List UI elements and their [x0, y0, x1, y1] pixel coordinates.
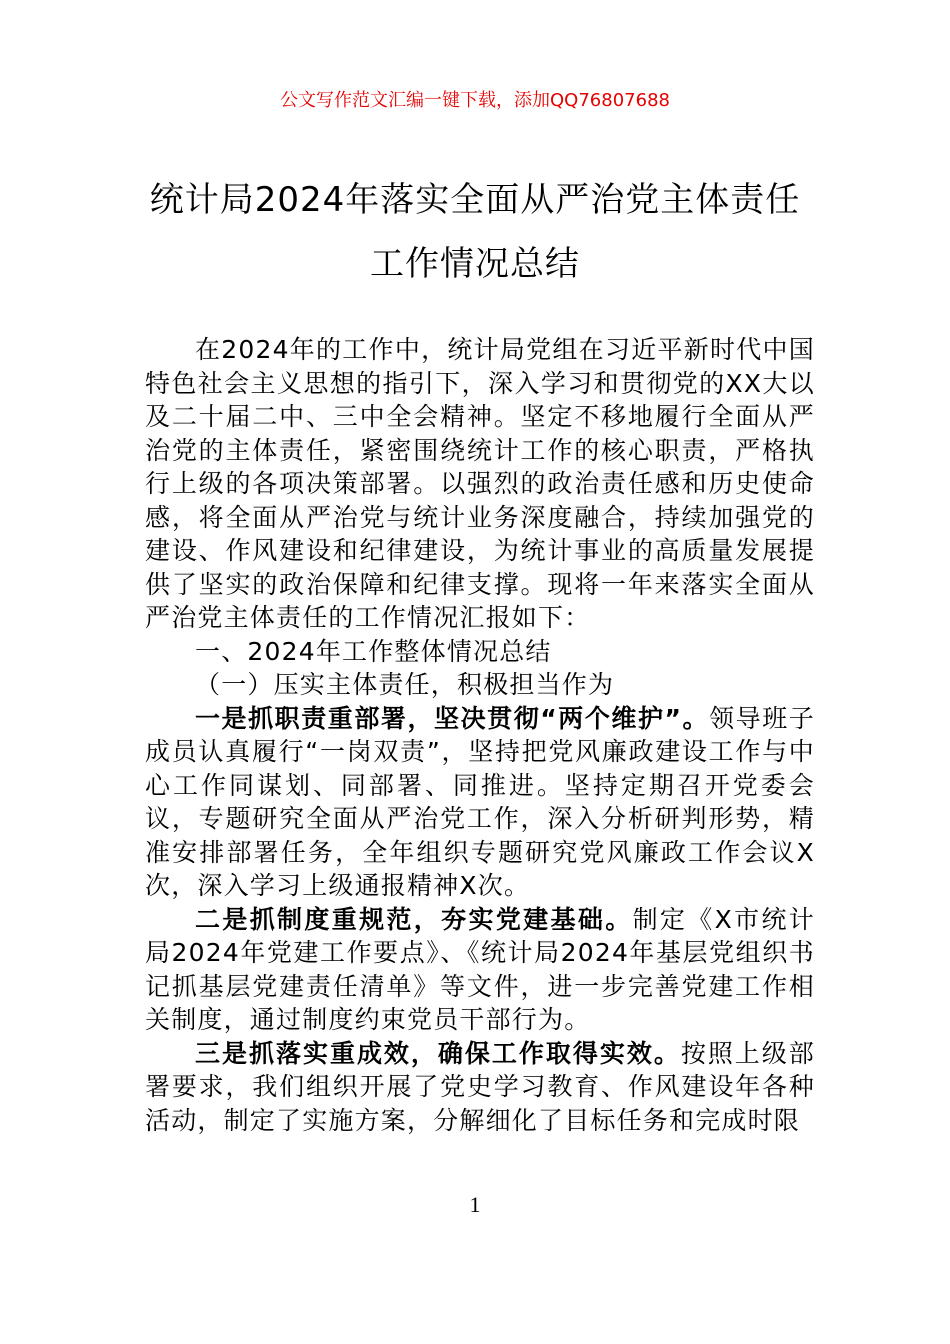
item-lead-2: 二是抓制度重规范，夯实党建基础。	[195, 904, 633, 934]
item-text-3: 按照上级部署要求，我们组织开展了党史学习教育、作风建设年各种活动，制定了实施方案，分解细化了目标任务和完成时限	[145, 1038, 815, 1135]
title-line-2: 工作情况总结	[370, 244, 580, 284]
item-paragraph-2	[145, 903, 815, 1037]
subsection-heading: （一）压实主体责任，积极担当作为	[195, 670, 615, 699]
title-line-1: 统计局2024年落实全面从严治党主体责任	[149, 180, 801, 220]
item-lead-1: 一是抓职责重部署，坚决贯彻“两个维护”。	[195, 703, 710, 733]
promo-banner: 公文写作范文汇编一键下载，添加QQ76807688	[280, 90, 670, 111]
document-title	[120, 168, 830, 296]
item-text-1: 领导班子成员认真履行“一岗双责”，坚持把党风廉政建设工作与中心工作同谋划、同部署、同推进。坚持定期召开党委会议，专题研究全面从严治党工作，深入分析研判形势，精准安排部署任务，全年组织专题研究党风廉政工作会议X次，深入学习上级通报精神X次。	[145, 703, 815, 900]
page-number: 1	[469, 1192, 481, 1217]
item-text-2: 制定《X市统计局2024年党建工作要点》、《统计局2024年基层党组织书记抓基层党建责任清单》等文件，进一步完善党建工作相关制度，通过制度约束党员干部行为。	[145, 904, 815, 1034]
section-heading: 一、2024年工作整体情况总结	[195, 636, 552, 666]
document-body	[145, 333, 815, 1137]
item-paragraph-3	[145, 1037, 815, 1138]
item-paragraph-1	[145, 702, 815, 903]
item-lead-3: 三是抓落实重成效，确保工作取得实效。	[195, 1038, 681, 1068]
intro-paragraph: 在2024年的工作中，统计局党组在习近平新时代中国特色社会主义思想的指引下，深入学习和贯彻党的XX大以及二十届二中、三中全会精神。坚定不移地履行全面从严治党的主体责任，紧密围绕统计工作的核心职责，严格执行上级的各项决策部署。以强烈的政治责任感和历史使命感，将全面从严治党与统计业务深度融合，持续加强党的建设、作风建设和纪律建设，为统计事业的高质量发展提供了坚实的政治保障和纪律支撑。现将一年来落实全面从严治党主体责任的工作情况汇报如下：	[145, 335, 815, 632]
